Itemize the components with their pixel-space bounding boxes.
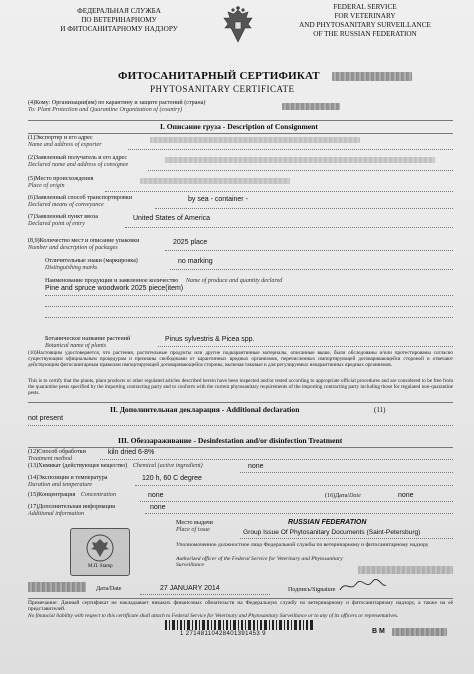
divider [28,598,453,599]
botanical-value: Pinus sylvestris & Picea spp. [165,336,255,343]
dotted-line [155,208,453,209]
consignee-label-en: Declared name and address of consignee [28,162,129,168]
country-redacted [282,103,340,110]
packages-label [28,238,139,252]
origin-label-ru: (5)Место происхождения [28,176,94,182]
marks-value: no marking [178,258,213,265]
conveyance-label [28,195,132,209]
exporter-redacted [150,137,360,143]
place-of-issue-value-country: RUSSIAN FEDERATION [288,519,367,526]
treatment-date-label-ru: (16)Дата [325,493,348,499]
serial-number-redacted [392,628,447,636]
dotted-line [135,485,453,486]
dotted-line [128,149,453,150]
dotted-line [240,472,453,473]
conveyance-label-en: Declared means of conveyance [28,202,104,208]
dotted-line [158,346,453,347]
to-label-ru: (4)Кому: Организации(ям) по карантину и защите растений (страна) [28,100,206,106]
issue-date-value: 27 JANUARY 2014 [160,585,220,592]
section-2-title: II. Дополнительная декларация - Additional declaration [110,405,300,414]
place-of-issue-label-ru: Место выдачи [176,520,213,526]
header-left [44,7,194,34]
dotted-line [45,317,453,318]
header-right-line-4: OF THE RUSSIAN FEDERATION [313,30,417,38]
section-1-title: I. Описание груза - Description of Consignment [160,122,318,131]
signature-scribble-icon [338,578,388,594]
chemical-label-en: Chemical (active ingredient) [132,463,203,469]
botanical-label [45,336,130,350]
conveyance-value: by sea - container - [188,196,248,203]
dotted-line [100,459,453,460]
origin-label [28,176,93,190]
chemical-label-ru: (13)Химикат (действующее вещество) [28,463,128,469]
dotted-line [45,306,453,307]
produce-value: Pine and spruce woodwork 2025 piece(item) [45,285,184,292]
header-left-line-1: ФЕДЕРАЛЬНАЯ СЛУЖБА [77,7,161,15]
consignee-label-ru: (2)Заявленный получатель и его адрес [28,155,128,161]
place-of-issue-value-office: Group Issue Of Phytosanitary Documents (Saint-Petersburg) [243,529,421,536]
dotted-line [125,227,453,228]
dotted-line [145,513,453,514]
stamp-text: М.П. Stamp [88,564,113,569]
officer-label-en: Authorized officer of the Federal Service for Veterinary and Phytosanitary Surveillance [176,556,343,569]
treatment-date-label: (16)Дата/Date [325,493,361,499]
concentration-label-en: Concentration [80,492,117,498]
duration-label-ru: (14)Экспозиция и температура [28,475,108,481]
dotted-line [240,538,453,539]
double-headed-eagle-emblem-icon [220,6,256,46]
header-right-line-3: AND PHYTOSANITARY SURVEILLANCE [299,21,431,29]
packages-label-ru: (8,9)Количество мест и описание упаковки [28,238,140,244]
duration-value: 120 h, 60 C degree [142,475,202,482]
marks-label-ru: Отличительные знаки (маркировка) [45,258,138,264]
serial-prefix: В М [372,628,385,635]
produce-label-ru: Наименование продукции и заявленное количество [45,278,179,284]
section-3-title: III. Обеззараживание - Desinfestation and/or disinfection Treatment [118,436,343,445]
produce-label [45,278,282,285]
concentration-label [28,492,116,499]
packages-value: 2025 place [173,239,208,246]
concentration-label-ru: (15)Концентрация [28,492,76,498]
concentration-value: none [148,492,164,499]
additional-declaration-value: not present [28,415,64,422]
to-label [28,100,205,114]
chemical-label [28,463,203,470]
dotted-line [140,501,453,502]
entry-point-label [28,214,98,228]
barcode-number: 1 27148110428401391453 9 [180,631,266,637]
treatment-date-label-en: Date [349,493,361,499]
header-right [285,3,445,39]
conveyance-label-ru: (6)Заявленный способ транспортировки [28,195,132,201]
additional-info-label-en: Additional information [28,511,85,517]
dotted-line [28,425,453,426]
header-right-line-2: FOR VETERINARY [334,12,396,20]
treatment-method-label-ru: (12)Способ обработки [28,449,86,455]
additional-info-value: none [150,504,166,511]
dotted-line [165,250,453,251]
treatment-method-label [28,449,86,463]
title-en: PHYTOSANITARY CERTIFICATE [150,84,295,94]
certification-text-en: This is to certify that the plants, plant products or other regulated articles described herein have been inspected and/or tested according to appropriate official procedures and are considered to be free from the quarantine pests specified by the importing contracting party and to conform with the current phytosanitary requirements of the importing contracting party including those for regulated non-quarantine pests. [28,378,453,397]
botanical-label-en: Botanical name of plants [45,343,107,349]
treatment-method-label-en: Treatment method [28,456,72,462]
botanical-label-ru: Ботаническое название растений [45,336,131,342]
footer-note-en: No financial liability with respect to this certificate shall attach to Federal Service for Veterinary and Phytosanitary Surveillance or to any of its officers or representatives. [28,613,399,619]
exporter-label-en: Name and address of exporter [28,142,102,148]
dotted-line [170,269,453,270]
packages-label-en: Number and description of packages [28,245,118,251]
dotted-line [148,170,453,171]
official-stamp [70,528,130,576]
consignee-redacted [165,157,435,163]
additional-info-label [28,504,115,518]
divider [28,120,453,121]
treatment-method-value: kiln dried 6-8% [108,449,155,456]
produce-label-en: Name of produce and quantity declared [185,278,283,284]
document-code-redacted [28,582,86,592]
consignee-label [28,155,128,169]
marks-label-en: Distinguishing marks [45,265,98,271]
signature-label: Подпись/Signature [288,587,336,593]
divider [28,447,453,448]
certification-text-ru: (10)Настоящим удостоверяется, что растения, растительные продукты или другие подкарантинные материалы, описанные выше, были обследованы и/или протестированы согласно существующим официальным процедурам и признаны свободными от карантинных вредных организмов, перечисленных импортирующей договаривающейся стороной и отвечают действующим фитосанитарным правилам импортирующей договаривающейся стороны, включая таковые и для регулируемых некарантинных вредных организмов. [28,350,453,369]
exporter-label-ru: (1)Экспортер и его адрес [28,135,93,141]
entry-point-value: United States of America [133,215,211,222]
certificate-number-redacted [332,72,412,81]
place-of-issue-label-en: Place of issue [176,527,210,533]
eagle-seal-icon [85,533,115,563]
title-ru: ФИТОСАНИТАРНЫЙ СЕРТИФИКАТ [118,70,320,82]
entry-point-label-en: Declared point of entry [28,221,85,227]
origin-redacted [140,178,290,184]
section-2-number: (11) [374,406,386,414]
exporter-label [28,135,102,149]
divider [28,133,453,134]
marks-label [45,258,138,272]
dotted-line [140,594,270,595]
barcode-icon [165,620,315,630]
header-right-line-1: FEDERAL SERVICE [333,3,397,11]
footer-note-ru: Примечание: Данный сертификат не накладывает никаких финансовых обязательств на Федеральную службу по ветеринарному и фитосанитарному надзору, а также на её представителей. [28,600,453,613]
to-label-en: To: Plant Protection and Quarantine Organization of (country) [28,107,183,113]
duration-label-en: Duration and temperature [28,482,93,488]
dotted-line [105,191,453,192]
entry-point-label-ru: (7)Заявленный пункт ввоза [28,214,99,220]
additional-info-label-ru: (17)Дополнительная информация [28,504,115,510]
header-left-line-3: И ФИТОСАНИТАРНОМУ НАДЗОРУ [60,25,178,33]
divider [28,402,453,403]
dotted-line [45,295,453,296]
treatment-date-value: none [398,492,414,499]
origin-label-en: Place of origin [28,183,65,189]
place-of-issue-label [176,520,213,534]
header-left-line-2: ПО ВЕТЕРИНАРНОМУ [81,16,157,24]
chemical-value: none [248,463,264,470]
issue-date-label: Дата/Date [96,586,122,592]
officer-name-redacted [358,566,453,574]
duration-label [28,475,107,489]
officer-label-ru: Уполномоченное должностное лицо Федеральной службы по ветеринарному и фитосанитарному надзору [176,542,429,548]
